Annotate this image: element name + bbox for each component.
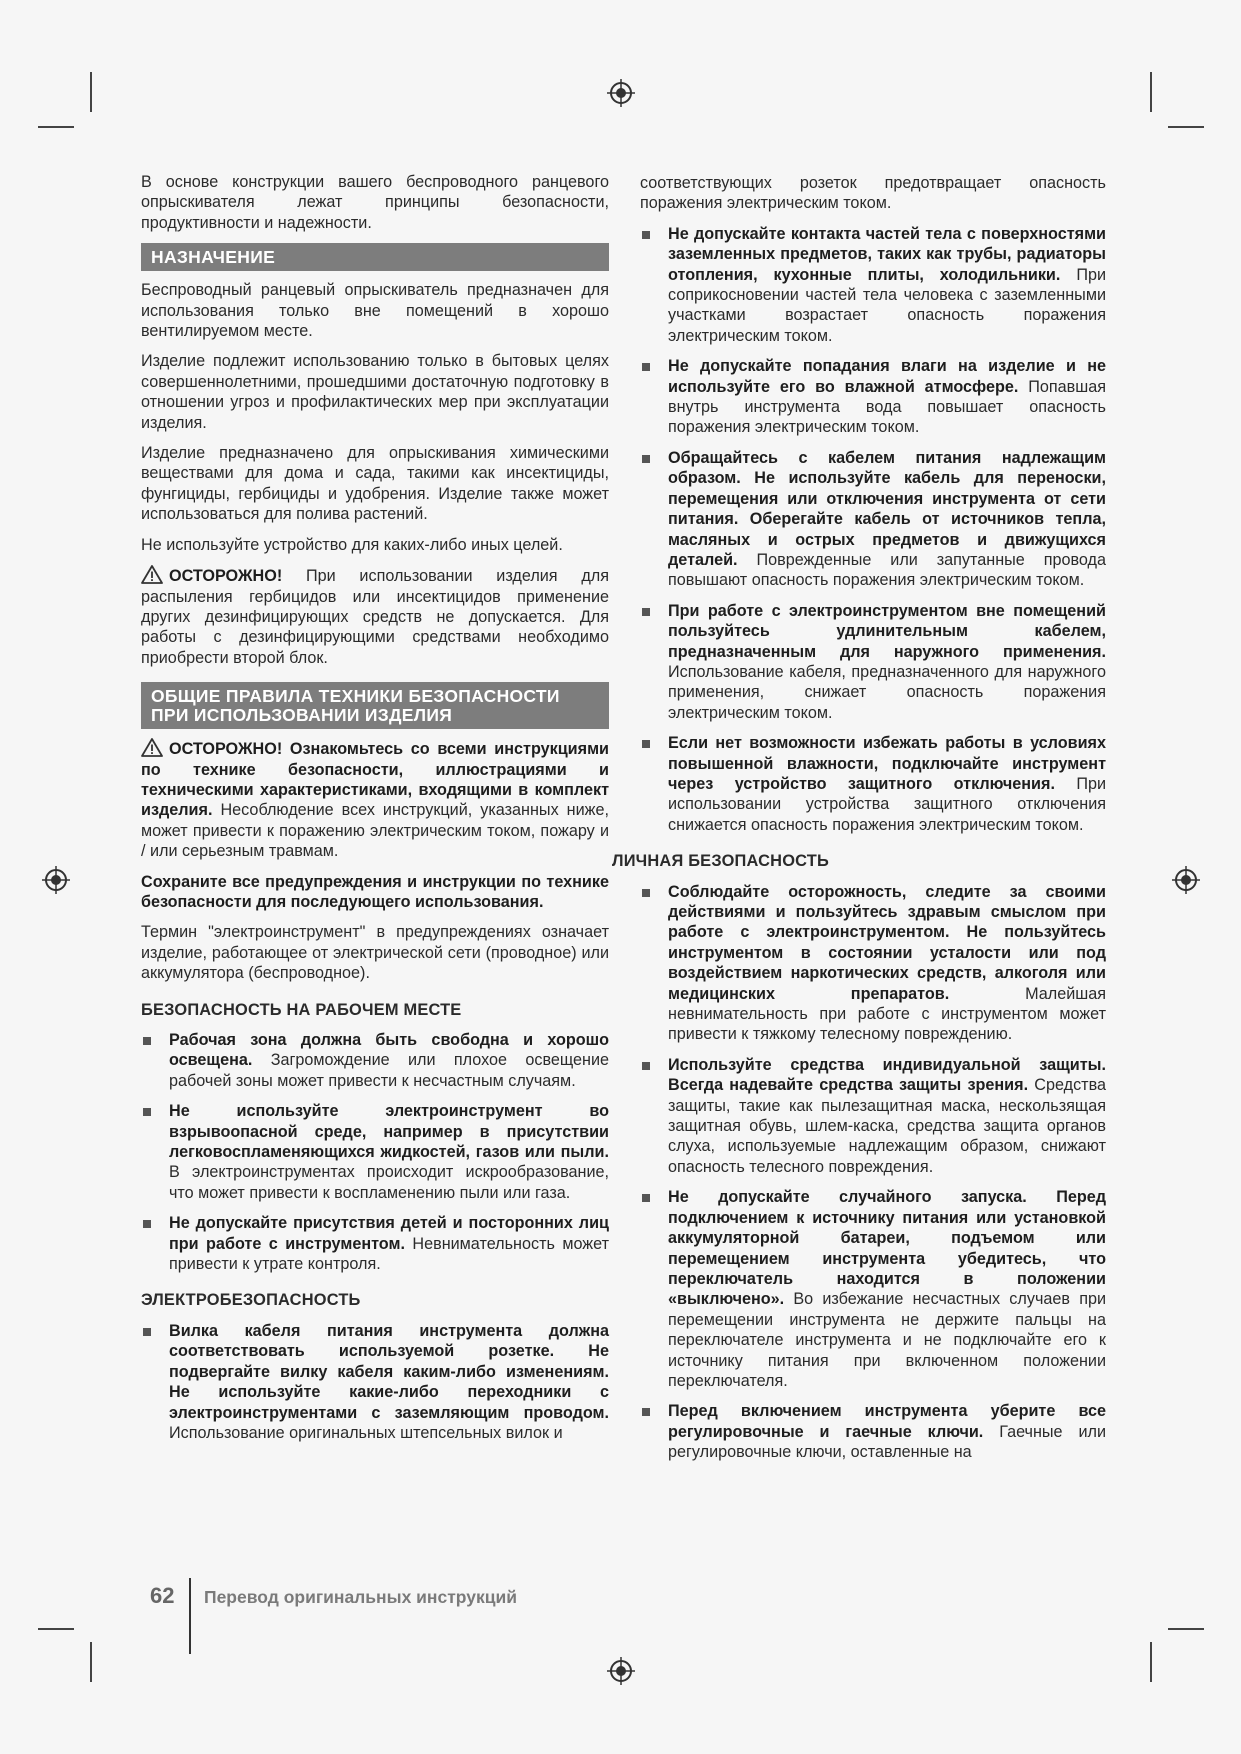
crop-mark xyxy=(90,1642,92,1682)
save-instructions-bold: Сохраните все предупреждения и инструкции по технике безопасности для последующего использования. xyxy=(141,872,609,911)
page-number: 62 xyxy=(150,1583,175,1608)
warning-text: Несоблюдение всех инструкций, указанных ниже, может привести к поражению электрическим током, пожару и / или серьезным травмам. xyxy=(141,801,609,861)
list-item xyxy=(640,601,1106,723)
item-bold: Перед включением инструмента уберите все регулировочные и гаечные ключи. xyxy=(668,1402,1106,1441)
workplace-list xyxy=(141,1030,609,1274)
item-bold: При работе с электроинструментом вне помещений пользуйтесь удлинительным кабелем, предназначенным для наружного применения. xyxy=(668,601,1106,661)
item-bold: Вилка кабеля питания инструмента должна соответствовать используемой розетке. Не подвергайте вилку кабеля каким-либо изменениям. Не используйте какие-либо переходники с электроинструментами с заземляющим проводом. xyxy=(169,1321,609,1422)
warning-label: ОСТОРОЖНО! xyxy=(169,567,283,586)
footer-title: Перевод оригинальных инструкций xyxy=(204,1587,518,1607)
workplace-heading: БЕЗОПАСНОСТЬ НА РАБОЧЕМ МЕСТЕ xyxy=(141,1000,462,1019)
list-item xyxy=(640,1401,1106,1462)
crop-mark xyxy=(1168,126,1204,128)
item-text: Невнимательность может привести к утрате контроля. xyxy=(169,1234,610,1274)
item-text: Использование оригинальных штепсельных вилок и xyxy=(169,1423,563,1442)
personal-list xyxy=(640,882,1106,1463)
item-bold: Если нет возможности избежать работы в условиях повышенной влажности, подключайте инструмент через устройство защитного отключения. xyxy=(668,734,1106,793)
list-item xyxy=(640,448,1106,591)
term-paragraph: Термин "электроинструмент" в предупреждениях означает изделие, работающее от электрической сети (проводное) или аккумулятора (беспроводное). xyxy=(141,923,609,983)
registration-mark-icon xyxy=(41,865,71,895)
item-text: При использовании устройства защитного отключения снижается опасность поражения электрическим током. xyxy=(668,774,1106,834)
footer-divider xyxy=(189,1578,191,1654)
purpose-paragraph: Изделие подлежит использованию только в бытовых целях совершеннолетними, прошедшими достаточную подготовку в отношении угроз и профилактических мер при эксплуатации изделия. xyxy=(141,352,609,432)
section-heading-general-safety xyxy=(141,682,609,729)
item-bold: Соблюдайте осторожность, следите за своими действиями и пользуйтесь здравым смыслом при работе с электроинструментом. Не пользуйтесь инструментом в состоянии усталости или под воздействием наркотических средств, алкоголя или медицинских препаратов. xyxy=(668,882,1106,1003)
left-column xyxy=(141,172,609,1453)
warning-label: ОСТОРОЖНО! xyxy=(169,740,283,759)
electrical-list-continued xyxy=(640,224,1106,835)
list-item xyxy=(141,1101,609,1203)
crop-mark xyxy=(1150,72,1152,112)
warning-text: При использовании изделия для распыления гербицидов или инсектицидов применение других дезинфицирующих средств не допускается. Для работы с дезинфицирующими средствами необходимо приобрести второй блок. xyxy=(141,567,609,667)
item-bold: Рабочая зона должна быть свободна и хорошо освещена. xyxy=(169,1031,609,1070)
electrical-list xyxy=(141,1321,609,1443)
purpose-paragraph: Изделие предназначено для опрыскивания химическими веществами для дома и сада, такими как инсектициды, фунгициды, гербициды и удобрения. Изделие также может использоваться для полива растений. xyxy=(141,444,609,524)
registration-mark-icon xyxy=(606,78,636,108)
section-heading-purpose: НАЗНАЧЕНИЕ xyxy=(141,243,609,271)
item-text: Поврежденные или запутанные провода повышают опасность поражения электрическим током. xyxy=(668,550,1107,590)
item-text: При соприкосновении частей тела человека с заземленными участками возрастает опасность поражения электрическим током. xyxy=(668,265,1107,345)
item-bold: Не используйте электроинструмент во взрывоопасной среде, например в присутствии легковоспламеняющихся жидкостей, газов или пыли. xyxy=(169,1102,609,1162)
warning-bold-text: Ознакомьтесь со всеми инструкциями по технике безопасности, иллюстрациями и техническими характеристиками, входящими в комплект изделия. xyxy=(141,740,610,820)
item-text: Использование кабеля, предназначенного для наружного применения, снижает опасность поражения электрическим током. xyxy=(668,662,1106,722)
list-item xyxy=(141,1321,609,1443)
item-text: Средства защиты, такие как пылезащитная маска, нескользящая защитная обувь, шлем-каска, средства защита органов слуха, используемые надлежащим образом, снижают опасность телесного повреждения. xyxy=(668,1076,1106,1176)
list-item xyxy=(640,224,1106,346)
item-bold: Используйте средства индивидуальной защиты. Всегда надевайте средства защиты зрения. xyxy=(668,1055,1106,1095)
item-bold: Не допускайте случайного запуска. Перед подключением к источнику питания или установкой аккумуляторной батареи, подъемом или перемещением инструмента убедитесь, что переключатель находится в положении «выключено». xyxy=(668,1188,1106,1309)
crop-mark xyxy=(38,126,74,128)
list-item xyxy=(640,356,1106,438)
list-item xyxy=(141,1030,609,1091)
purpose-paragraph: Не используйте устройство для каких-либо иных целей. xyxy=(141,535,563,554)
item-text: Попавшая внутрь инструмента вода повышает опасность поражения электрическим током. xyxy=(668,377,1107,437)
item-bold: Не допускайте попадания влаги на изделие и не используйте его во влажной атмосфере. xyxy=(668,357,1106,396)
save-instructions xyxy=(141,872,609,913)
purpose-paragraph: Беспроводный ранцевый опрыскиватель предназначен для использования только вне помещений в хорошо вентилируемом месте. xyxy=(141,281,609,341)
list-item xyxy=(640,1187,1106,1391)
list-item xyxy=(141,1213,609,1274)
warning-paragraph xyxy=(141,565,609,668)
warning-triangle-icon xyxy=(141,738,163,757)
intro-paragraph: В основе конструкции вашего беспроводного ранцевого опрыскивателя лежат принципы безопасности, продуктивности и надежности. xyxy=(141,173,609,232)
personal-safety-heading: ЛИЧНАЯ БЕЗОПАСНОСТЬ xyxy=(612,852,829,871)
item-text: Малейшая невнимательность при работе с инструментом может привести к тяжкому телесному повреждению. xyxy=(668,984,1106,1044)
crop-mark xyxy=(90,72,92,112)
item-text: Гаечные или регулировочные ключи, оставленные на xyxy=(668,1422,1106,1462)
item-text: Во избежание несчастных случаев при перемещении инструмента не держите пальцы на переключателе инструмента и не подключайте его к источнику питания при включенном положении переключателя. xyxy=(668,1290,1107,1390)
right-column xyxy=(612,173,1107,1473)
item-text: Загромождение или плохое освещение рабочей зоны может привести к несчастным случаям. xyxy=(169,1051,609,1090)
continuation-paragraph: соответствующих розеток предотвращает опасность поражения электрическим током. xyxy=(640,174,1106,213)
item-bold: Не допускайте контакта частей тела с поверхностями заземленных предметов, таких как трубы, радиаторы отопления, кухонные плиты, холодильники. xyxy=(668,224,1106,284)
electrical-safety-heading: ЭЛЕКТРОБЕЗОПАСНОСТЬ xyxy=(141,1291,361,1310)
registration-mark-icon xyxy=(606,1656,636,1686)
item-bold: Не допускайте присутствия детей и посторонних лиц при работе с инструментом. xyxy=(169,1214,609,1253)
warning-paragraph xyxy=(141,738,609,861)
warning-triangle-icon xyxy=(141,565,163,584)
list-item xyxy=(640,882,1106,1045)
registration-mark-icon xyxy=(1171,865,1201,895)
heading-line: ПРИ ИСПОЛЬЗОВАНИИ ИЗДЕЛИЯ xyxy=(151,705,453,726)
list-item xyxy=(640,733,1106,835)
crop-mark xyxy=(1168,1628,1204,1630)
item-text: В электроинструментах происходит искрообразование, что может привести к воспламенению пыли или газа. xyxy=(169,1163,609,1202)
heading-line: ОБЩИЕ ПРАВИЛА ТЕХНИКИ БЕЗОПАСНОСТИ xyxy=(151,686,560,707)
item-bold: Обращайтесь с кабелем питания надлежащим образом. Не используйте кабель для переноски, перемещения или отключения инструмента от сети питания. Оберегайте кабель от источников тепла, масляных и острых предметов и движущихся деталей. xyxy=(668,448,1106,569)
crop-mark xyxy=(38,1628,74,1630)
crop-mark xyxy=(1150,1642,1152,1682)
list-item xyxy=(640,1055,1106,1177)
